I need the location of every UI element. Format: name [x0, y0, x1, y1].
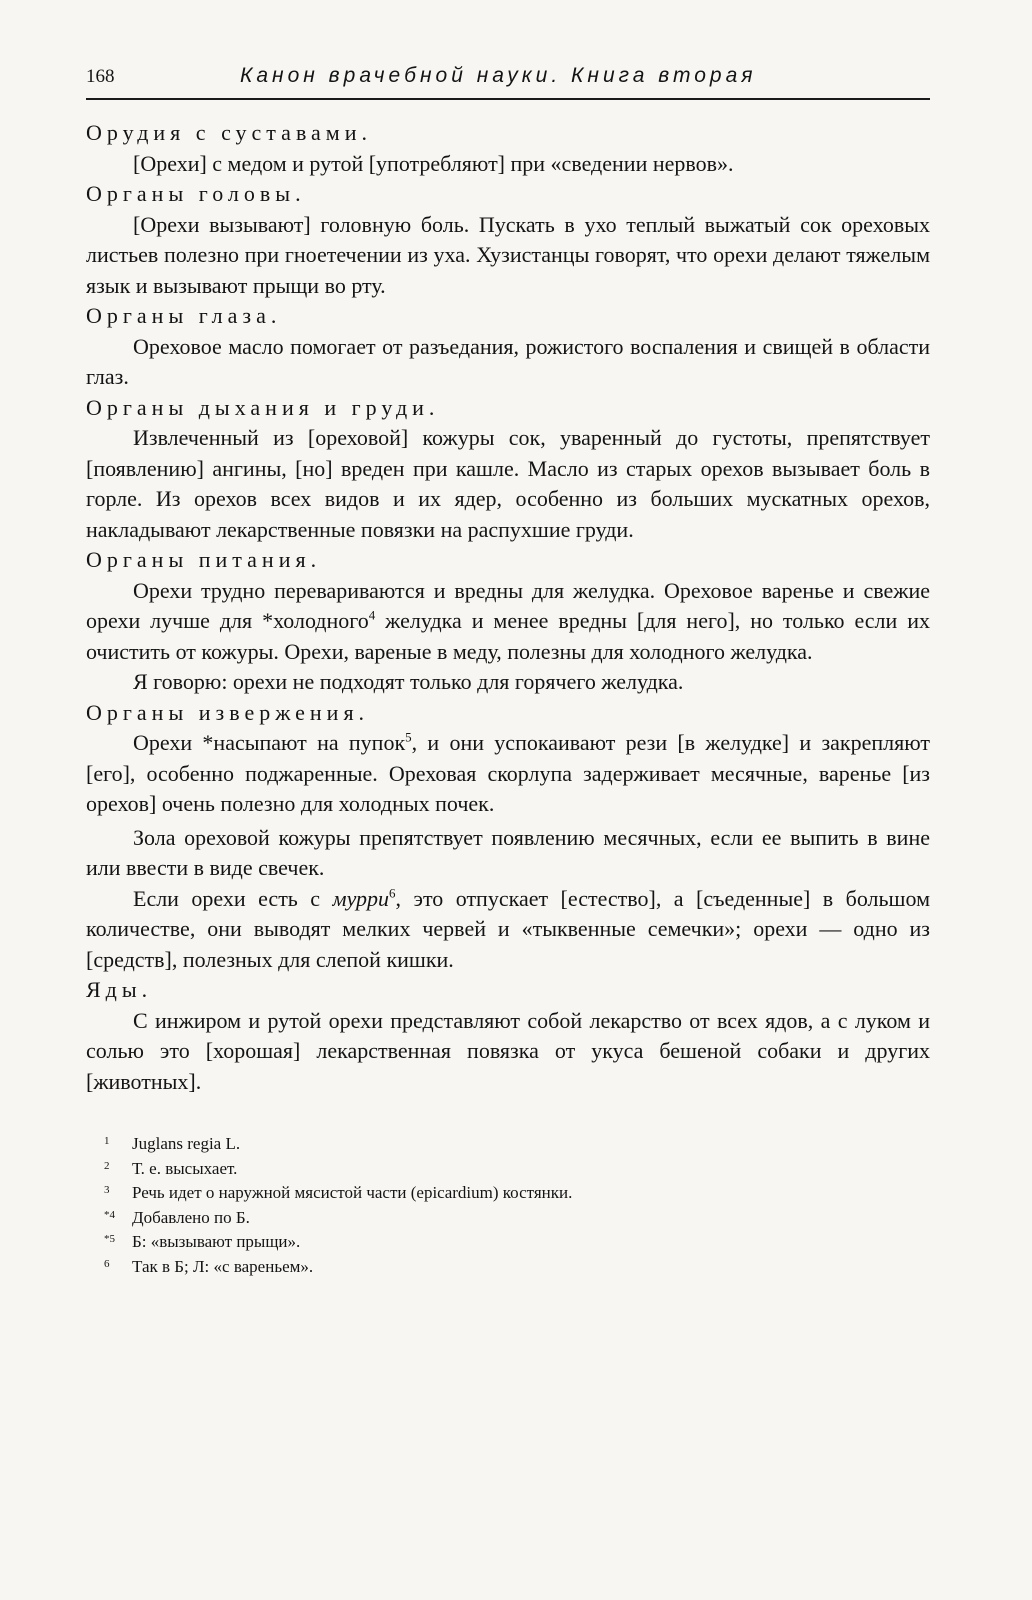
paragraph: Ореховое масло помогает от разъедания, рожистого воспаления и свищей в области глаз. [86, 333, 930, 389]
italic-term: мурри [332, 885, 390, 911]
book-page [86, 62, 930, 1281]
paragraph-text: желудка и менее вредны [для него], но только если их очистить от кожуры. Орехи, вареные в меду, полезны для холодного желудка. [86, 608, 930, 664]
footnote-text: Б: «вызывают прыщи». [132, 1232, 301, 1252]
section-heading: Органы глаза. [86, 303, 282, 328]
footnote-mark: 1 [104, 1135, 110, 1147]
section-heading: Яды. [86, 977, 153, 1002]
paragraph: [Орехи вызывают] головную боль. Пускать в ухо теплый выжатый сок ореховых листьев полезно при гноетечении из уха. Хузистанцы говорят, что орехи делают тяжелым язык и вызывают прыщи во рту. [86, 211, 930, 298]
footnote-text: Juglans regia L. [132, 1134, 241, 1153]
paragraph-text: Если орехи есть с [133, 885, 333, 911]
paragraph [86, 728, 930, 820]
footnote-mark: 3 [104, 1184, 110, 1197]
section-heading: Органы питания. [86, 547, 322, 572]
footnote-mark: *5 [104, 1233, 115, 1246]
page-number: 168 [86, 66, 115, 87]
footnote-ref: 6 [389, 885, 396, 901]
section-heading: Органы дыхания и груди. [86, 394, 440, 420]
paragraph: С инжиром и рутой орехи представляют собой лекарство от всех ядов, а с луком и солью это [хорошая] лекарственная повязка от укуса бешеной собаки и других [животных]. [86, 1007, 930, 1094]
paragraph-text: , и они успокаивают рези [в желудке] и закрепляют [его], особенно поджаренные. Ореховая скорлупа задерживает месячные, варенье [из орехов] очень полезно для холодных почек. [86, 730, 930, 816]
footnote-ref: 4 [368, 607, 376, 623]
footnote [104, 1207, 930, 1232]
footnote-mark: 6 [104, 1257, 110, 1270]
footnote [104, 1158, 930, 1183]
running-header [86, 62, 930, 100]
paragraph-text: Орехи *насыпают на пупок [133, 730, 406, 755]
footnote-text: Добавлено по Б. [132, 1207, 250, 1227]
paragraph-text: , это отпускает [естество], а [съеденные] в большом количестве, они выводят мелких червей и «тыквенные семечки»; орехи — одно из [средств], полезных для слепой кишки. [86, 885, 930, 972]
footnote-text: Т. е. высыхает. [132, 1158, 238, 1178]
section-heading: Органы извержения. [86, 699, 370, 725]
footnote [104, 1256, 930, 1281]
running-title: Канон врачебной науки. Книга вторая [240, 64, 757, 87]
footnote-text: Так в Б; Л: «с вареньем». [132, 1256, 314, 1276]
paragraph: [Орехи] с медом и рутой [употребляют] при «сведении нервов». [133, 150, 734, 176]
footnote [104, 1231, 930, 1256]
section-heading: Органы головы. [86, 181, 306, 206]
footnote [104, 1182, 930, 1207]
footnote-mark: *4 [104, 1208, 115, 1221]
paragraph [86, 884, 930, 976]
section-heading: Орудия с суставами. [86, 120, 373, 145]
footnote [104, 1133, 930, 1158]
paragraph: Я говорю: орехи не подходят только для горячего желудка. [133, 669, 684, 694]
paragraph [86, 576, 930, 668]
footnotes [86, 1133, 930, 1281]
main-text [86, 118, 930, 1097]
paragraph: Зола ореховой кожуры препятствует появлению месячных, если ее выпить в вине или ввести в виде свечек. [86, 824, 930, 880]
footnote-text: Речь идет о наружной мясистой части (epicardium) костянки. [132, 1183, 573, 1203]
footnote-mark: 2 [104, 1159, 110, 1172]
footnote-ref: 5 [405, 729, 412, 745]
paragraph-text: Орехи трудно перевариваются и вредны для желудка. Ореховое варенье и свежие орехи лучше для *холодного [86, 577, 930, 633]
paragraph: Извлеченный из [ореховой] кожуры сок, уваренный до густоты, препятствует [появлению] ангины, [но] вреден при кашле. Масло из старых орехов вызывает боль в горле. Из орехов всех видов и их ядер, особенно из больших мускатных орехов, накладывают лекарственные повязки на распухшие груди. [86, 425, 930, 542]
